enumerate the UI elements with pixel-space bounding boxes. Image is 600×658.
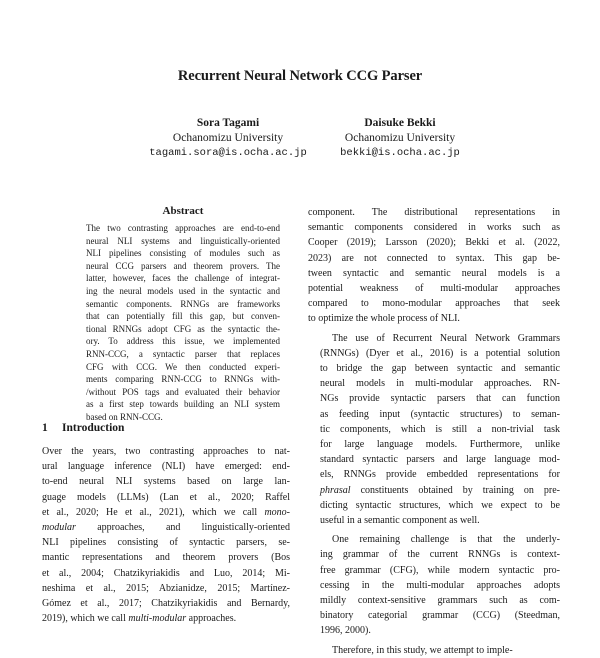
text-line: The use of Recurrent Neural Network Grammars <box>332 332 560 344</box>
text-line: Therefore, in this study, we attempt to imple- <box>332 644 513 656</box>
text-line: Gómez et al., 2017; Chatzikyriakidis and Bernardy, <box>42 598 290 610</box>
text-line: standard syntactic parsers and large language mod- <box>320 454 560 466</box>
text-line: ing grammar of the current RNNGs is context- <box>320 549 560 561</box>
text-line: neshima et al., 2015; Abzianidze, 2015; Martínez- <box>42 582 290 594</box>
paper-title: Recurrent Neural Network CCG Parser <box>177 68 423 84</box>
text-line: phrasal constituents obtained by training on pre- <box>320 484 560 496</box>
text-line: NGs provide syntactic parsers that can function <box>320 393 560 405</box>
text-line: 1996, 2000). <box>320 625 371 637</box>
text-line: to bridge the gap between syntactic and semantic <box>320 363 560 375</box>
text-line: (RNNGs) (Dyer et al., 2016) is a potential solution <box>320 347 560 359</box>
intro-right-column <box>308 205 560 658</box>
text-line: neural CCG parsers and theorem provers. The <box>86 260 280 271</box>
text-line: dicting syntactic structures, which we expect to be <box>320 499 560 511</box>
text-line: neural NLI systems and linguistically-oriented <box>86 235 280 246</box>
text-line: as feeding input (syntactic structures) to seman- <box>320 408 560 420</box>
text-line: potential weakness of multi-modular approaches <box>308 283 560 295</box>
text-line: neural models in multi-modular approaches. RN- <box>320 378 560 390</box>
text-line: One remaining challenge is that the underly- <box>332 534 560 546</box>
text-line: ural language inference (NLI) have emerged: end- <box>42 461 290 473</box>
section-heading <box>42 422 124 434</box>
text-line: 2019), which we call multi-modular approaches. <box>42 613 237 625</box>
text-line: els, RNNGs provide embedded representations for <box>320 469 560 481</box>
text-line: for large language models. Furthermore, unlike <box>320 439 560 451</box>
author-name: Daisuke Bekki <box>364 117 436 129</box>
text-line: binatory categorial grammar (CCG) (Steedman, <box>320 610 560 622</box>
text-line: ments comparing RNN-CCG to RNNGs with- <box>86 374 280 385</box>
text-line: NLI pipelines consisting of modules such as <box>86 248 280 259</box>
paragraph <box>308 205 560 327</box>
paragraph <box>308 331 560 529</box>
author-email: tagami.sora@is.ocha.ac.jp <box>149 147 307 159</box>
text-line: 2023) are not connected to syntax. This gap be- <box>308 252 560 264</box>
text-line: ory. To address this issue, we implemented <box>86 336 280 347</box>
intro-left-column <box>42 444 290 626</box>
text-line: to optimize the whole process of NLI. <box>308 313 460 325</box>
text-line: guage models (LLMs) (Lan et al., 2020; Raffel <box>42 491 290 503</box>
text-line: free grammar (CFG), while modern syntactic pro- <box>320 564 560 576</box>
text-line: cessing in the multi-modular approaches adopts <box>320 579 560 591</box>
paragraph <box>308 532 560 638</box>
text-line: useful in a semantic component as well. <box>320 515 480 527</box>
author-block <box>290 116 510 161</box>
text-line: et al., 2020; He et al., 2021), which we call mono- <box>42 506 290 518</box>
abstract-body <box>86 222 280 424</box>
text-line: mantic representations and theorem provers (Bos <box>42 552 290 564</box>
text-line: tional RNNGs adopt CFG as the syntactic the- <box>86 323 280 334</box>
abstract-heading: Abstract <box>162 205 204 217</box>
author-name: Sora Tagami <box>196 117 260 129</box>
text-line: RNN-CCG, a syntactic parser that replaces <box>86 348 280 359</box>
text-line: based on RNN-CCG. <box>86 411 163 422</box>
text-line: to-end neural NLI systems based on large lan- <box>42 476 290 488</box>
text-line: compared to mono-modular approaches that seek <box>308 298 560 310</box>
text-line: NLI pipelines consisting of syntactic parsers, se- <box>42 537 290 549</box>
text-line: mildly context-sensitive grammars such as com- <box>320 595 560 607</box>
text-line: as a first step towards building an NLI system <box>86 399 280 410</box>
text-line: component. The distributional representations in <box>308 207 560 218</box>
text-line: /without POS tags and evaluated their behavior <box>86 386 280 397</box>
text-line: tween syntactic and semantic neural models is a <box>308 267 560 279</box>
text-line: Over the years, two contrasting approaches to nat- <box>42 446 290 457</box>
text-line: et al., 2004; Chatzikyriakidis and Luo, 2014; Mi- <box>42 567 290 579</box>
section-number: 1 <box>42 422 48 434</box>
text-line: CFG with CCG. We then conducted experi- <box>86 361 280 372</box>
paragraph <box>308 643 560 658</box>
text-line: semantic components considered in works such as <box>308 222 560 234</box>
section-title: Introduction <box>62 422 125 434</box>
text-line: The two contrasting approaches are end-to-end <box>86 223 280 233</box>
text-line: that can potentially fill this gap, but conven- <box>86 311 280 322</box>
text-line: ing the neural models used in the syntactic and <box>86 285 280 296</box>
author-affiliation: Ochanomizu University <box>172 132 284 144</box>
text-line: latter, however, faces the challenge of integrat- <box>86 273 280 284</box>
text-line: modular approaches, and linguistically-oriented <box>42 522 290 534</box>
text-line: Cooper (2019); Larsson (2020); Bekki et al. (2022, <box>308 237 560 249</box>
text-line: semantic components. RNNGs are frameworks <box>86 298 280 309</box>
author-affiliation: Ochanomizu University <box>344 132 456 144</box>
author-email: bekki@is.ocha.ac.jp <box>340 147 460 159</box>
text-line: tic components, which is still a non-trivial task <box>320 423 560 435</box>
